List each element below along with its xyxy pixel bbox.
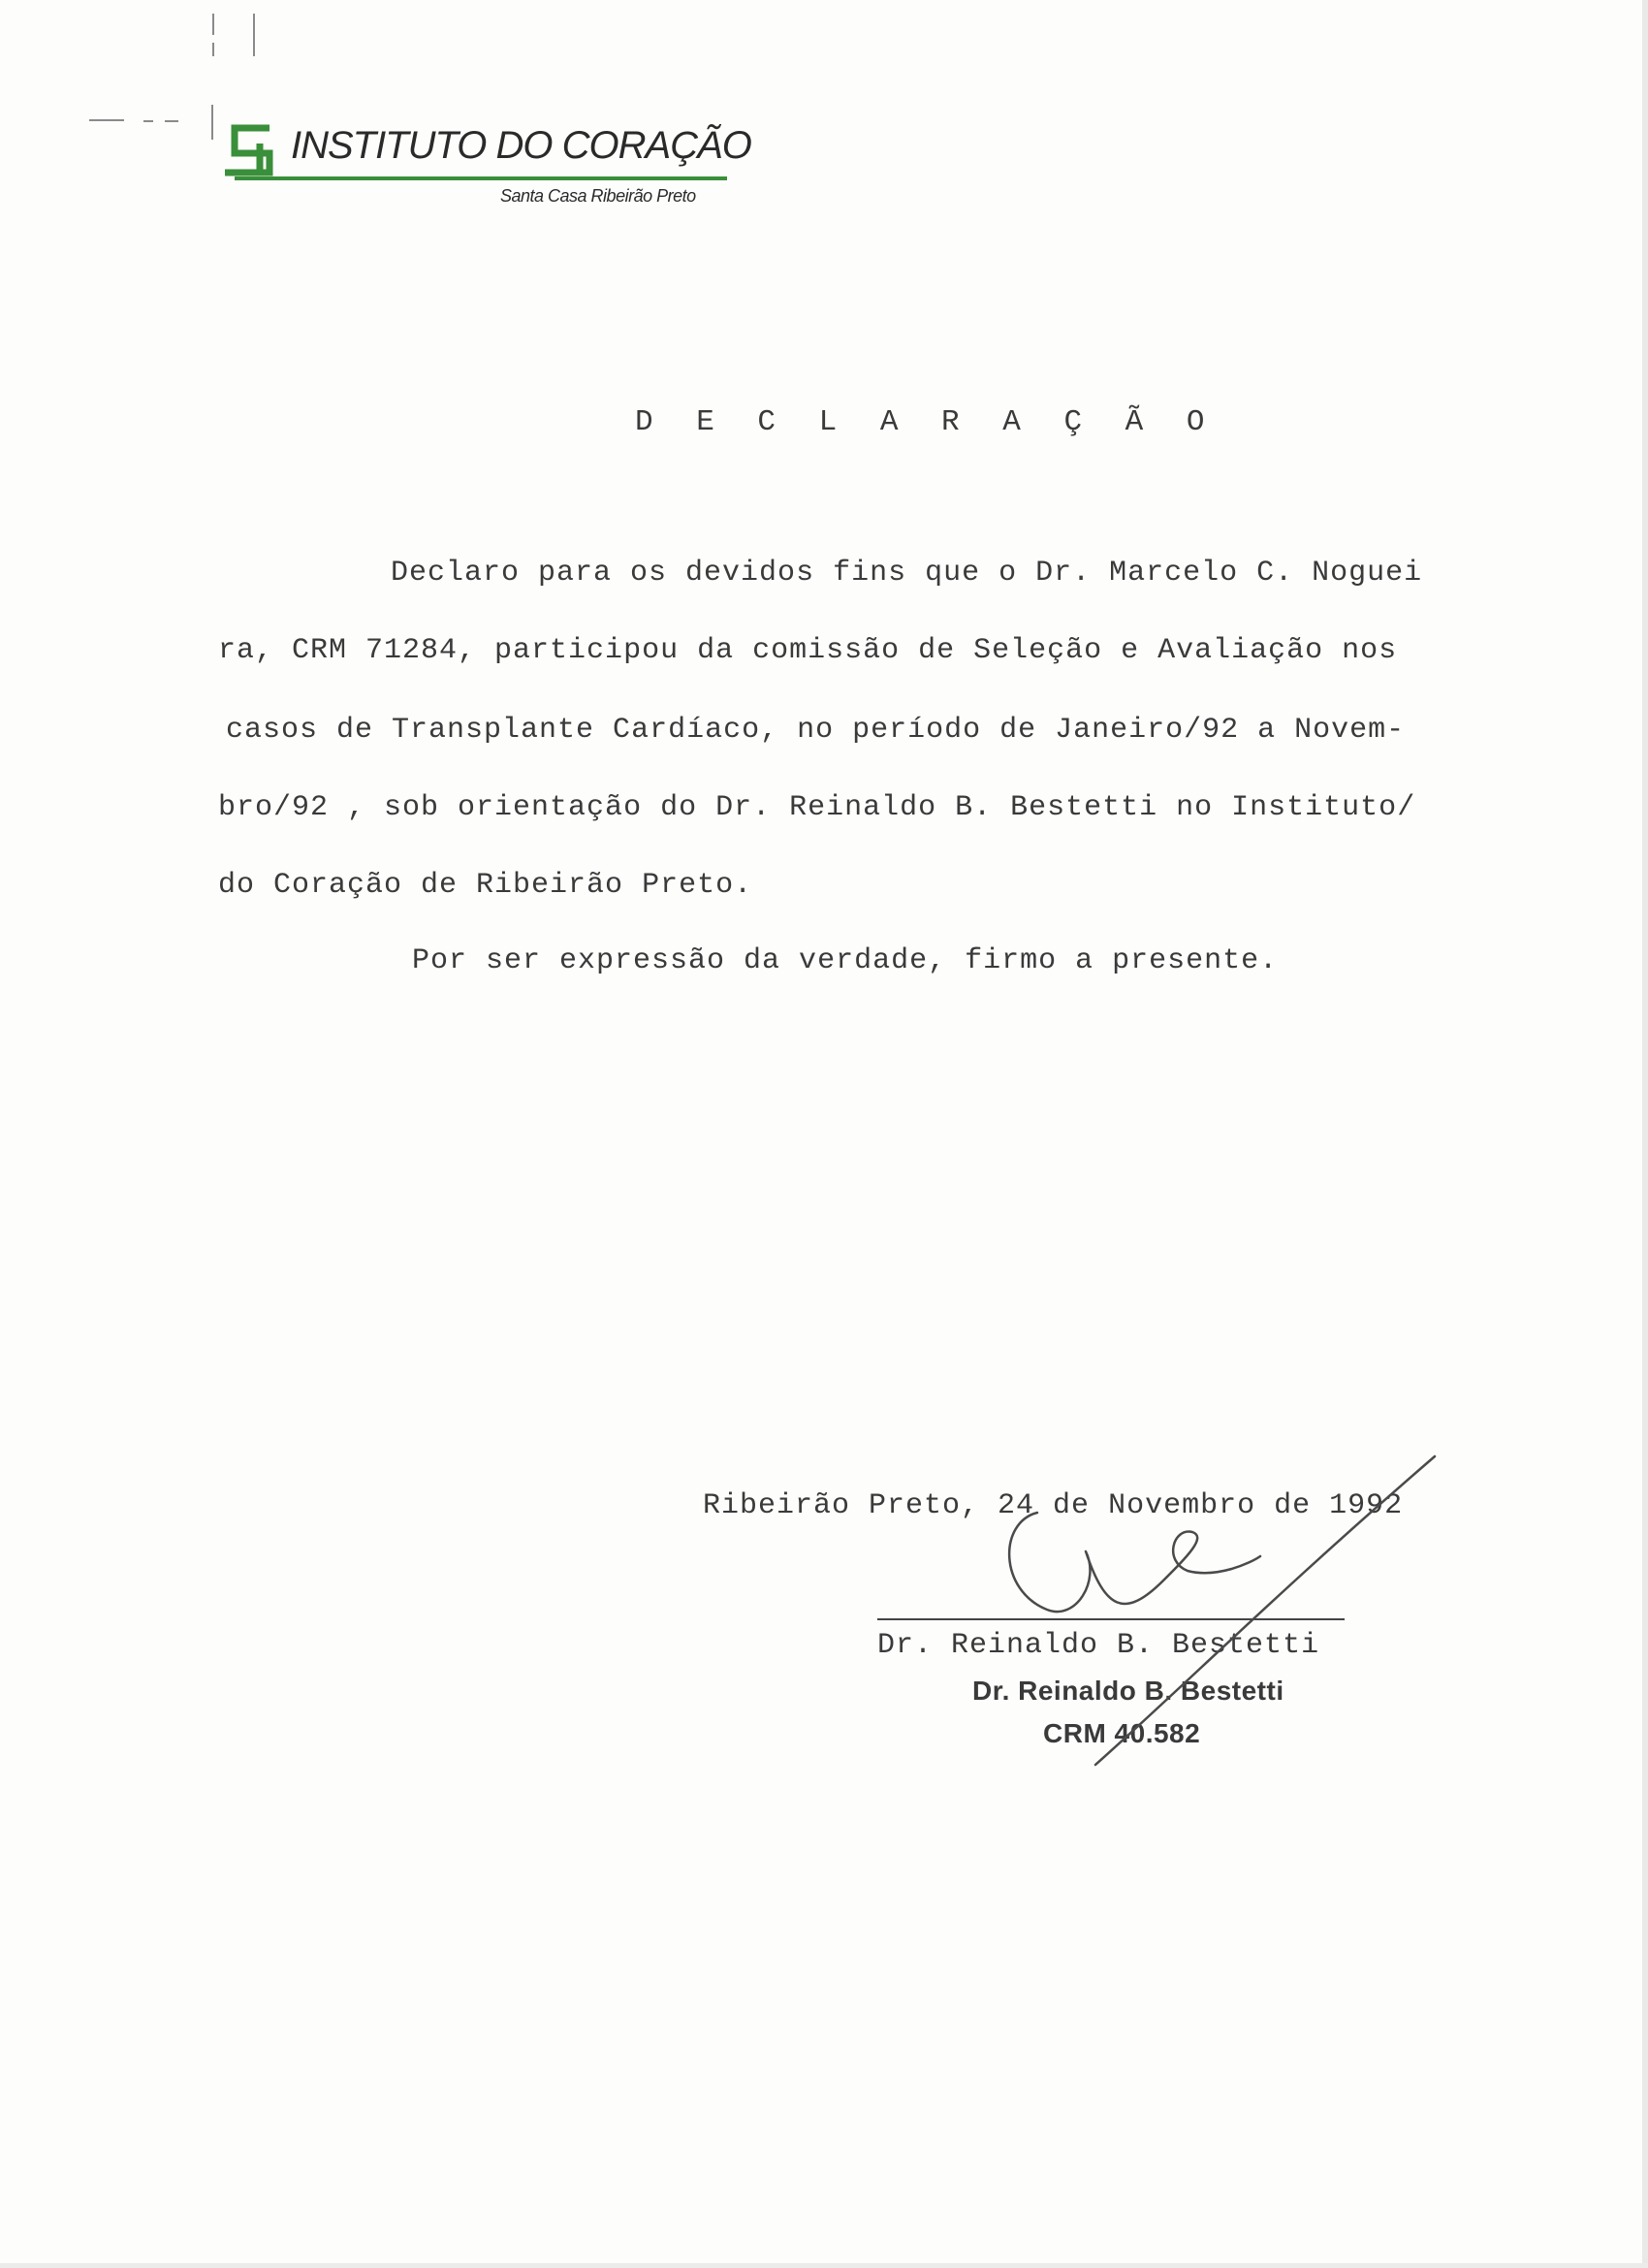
body-line: do Coração de Ribeirão Preto. — [218, 869, 753, 902]
pencil-mark — [212, 43, 214, 56]
pencil-mark — [253, 14, 255, 56]
heart-institute-logo-icon — [221, 116, 289, 184]
scan-edge — [1642, 0, 1648, 2268]
letterhead-subtitle: Santa Casa Ribeirão Preto — [500, 186, 696, 206]
body-line: bro/92 , sob orientação do Dr. Reinaldo B. Bestetti no Instituto/ — [218, 791, 1416, 824]
body-line: ra, CRM 71284, participou da comissão de Seleção e Avaliação nos — [218, 634, 1398, 667]
letterhead-rule — [235, 176, 727, 180]
body-line: Declaro para os devidos fins que o Dr. Marcelo C. Noguei — [391, 557, 1423, 590]
stamp-name: Dr. Reinaldo B. Bestetti — [972, 1676, 1284, 1706]
pencil-mark — [89, 119, 124, 121]
place-date: Ribeirão Preto, 24 de Novembro de 1992 — [703, 1489, 1404, 1522]
pencil-mark — [212, 14, 214, 35]
stamp-crm: CRM 40.582 — [1043, 1718, 1201, 1748]
pencil-mark — [165, 120, 178, 122]
signature-line — [877, 1618, 1345, 1620]
document-heading: D E C L A R A Ç Ã O — [635, 405, 1218, 439]
signatory-name: Dr. Reinaldo B. Bestetti — [877, 1629, 1320, 1662]
pencil-mark — [211, 105, 213, 140]
pencil-mark — [143, 120, 153, 122]
closing-line: Por ser expressão da verdade, firmo a presente. — [412, 944, 1279, 977]
letterhead — [221, 116, 751, 213]
letterhead-title: INSTITUTO DO CORAÇÃO — [291, 124, 751, 167]
scan-edge — [0, 2263, 1648, 2268]
body-line: casos de Transplante Cardíaco, no período de Janeiro/92 a Novem- — [226, 714, 1406, 747]
